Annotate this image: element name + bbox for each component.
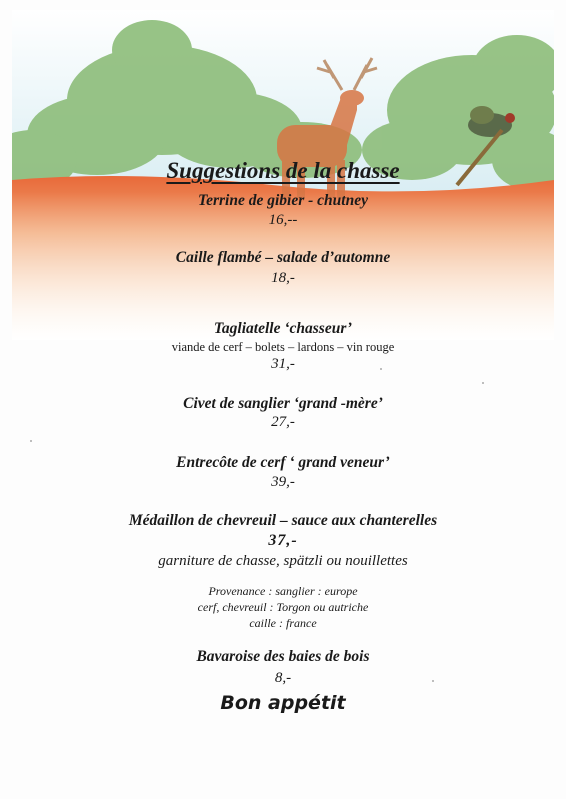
dish-price: 31,- [271, 356, 295, 372]
dessert-price: 8,- [274, 670, 292, 686]
paper-speck [482, 382, 484, 384]
provenance-line: Provenance : sanglier : europe [208, 584, 358, 598]
dish-description: viande de cerf – bolets – lardons – vin rouge [171, 340, 395, 354]
provenance-line: cerf, chevreuil : Torgon ou autriche [197, 600, 369, 614]
closing-greeting: Bon appétit [220, 692, 346, 714]
dish-garnish: garniture de chasse, spätzli ou nouillettes [158, 553, 408, 569]
dish-name: Tagliatelle ‘chasseur’ [213, 320, 353, 337]
paper-speck [30, 440, 32, 442]
dish-price: 37,- [268, 532, 298, 549]
dish-name: Entrecôte de cerf ‘ grand veneur’ [176, 454, 390, 471]
dish-name: Caille flambé – salade d’automne [175, 249, 391, 266]
paper-speck [432, 680, 434, 682]
dessert-name: Bavaroise des baies de bois [196, 648, 370, 665]
paper-speck [380, 368, 382, 370]
dish-name: Terrine de gibier - chutney [198, 192, 368, 209]
provenance-line: caille : france [249, 616, 317, 630]
dish-price: 18,- [271, 270, 295, 286]
dish-name: Médaillon de chevreuil – sauce aux chanterelles [128, 512, 438, 529]
dish-price: 27,- [271, 414, 295, 430]
dish-price: 16,-- [268, 212, 298, 228]
dish-name: Civet de sanglier ‘grand -mère’ [183, 395, 383, 412]
dish-price: 39,- [271, 474, 295, 490]
menu-title: Suggestions de la chasse [166, 158, 400, 183]
